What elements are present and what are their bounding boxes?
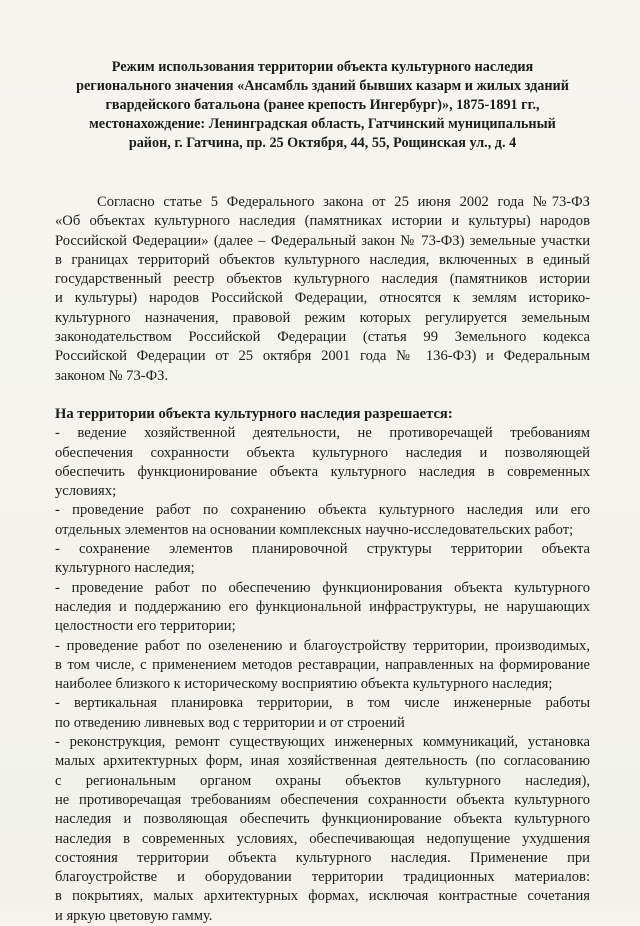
intro-paragraph (55, 193, 590, 386)
list-item (55, 733, 590, 926)
item-line: по отведению ливневых вод с территории и от строений (55, 714, 405, 731)
intro-line: Согласно статье 5 Федерального закона от 25 июня 2002 года №73-ФЗ (97, 194, 590, 210)
item-line: в покрытиях, малых архитектурных формах, исключая контрастные сочетания (55, 888, 590, 905)
item-line: - проведение работ по обеспечению функционирования объекта культурного (55, 579, 590, 596)
item-line: - вертикальная планировка территории, в том числе инженерные работы (55, 695, 590, 712)
title-line: местонахождение: Ленинградская область, Гатчинский муниципальный (89, 116, 556, 132)
item-line: наследия и поддержанию его функциональной инфраструктуры, не нарушающих (55, 598, 590, 615)
list-item (55, 501, 590, 540)
item-line: благоустройстве и оборудовании территории традиционных материалов: (55, 869, 590, 886)
intro-line: законодательством Российской Федерации (статья 99 Земельного кодекса (55, 329, 590, 346)
item-line: состояния территории объекта культурного наследия. Применение при (55, 849, 590, 866)
item-line: культурного наследия; (55, 560, 195, 577)
intro-line: государственный реестр объектов культурного наследия (памятников истории (55, 271, 590, 288)
item-line: обеспечить функционирование объекта культурного наследия в современных (55, 463, 590, 480)
item-line: - реконструкция, ремонт существующих инженерных коммуникаций, установка (55, 734, 590, 751)
item-line: с региональным органом охраны объектов культурного наследия), (55, 772, 590, 789)
permitted-list (55, 424, 590, 926)
item-line: наследия в современных условиях, обеспечивающая недопущение ухудшения (55, 830, 590, 847)
intro-line: законом № 73-ФЗ. (55, 367, 169, 384)
item-line: отдельных элементов на основании комплексных научно-исследовательских работ; (55, 521, 574, 538)
list-item (55, 694, 590, 733)
item-line: целостности его территории; (55, 618, 236, 635)
document-title (65, 58, 580, 153)
item-line: не противоречащая требованиям обеспечения сохранности объекта культурного (55, 791, 590, 808)
item-line: малых архитектурных форм, иная хозяйственная деятельность (по согласованию (55, 753, 590, 770)
item-line: и яркую цветовую гамму. (55, 907, 213, 924)
intro-line: «Об объектах культурного наследия (памятниках истории и культуры) народов (55, 213, 590, 230)
list-item (55, 424, 590, 501)
section-heading: На территории объекта культурного наследия разрешается: (55, 405, 453, 422)
intro-line: Российской Федерации от 25 октября 2001 года № 136-ФЗ) и Федеральным (55, 348, 590, 365)
title-line: Режим использования территории объекта культурного наследия (111, 59, 534, 75)
intro-line: Российской Федерации» (далее – Федеральный закон № 73-ФЗ) земельные участки (55, 232, 590, 249)
item-line: наследия и позволяющая обеспечить функционирование объекта культурного (55, 811, 590, 828)
list-item (55, 637, 590, 695)
intro-line: в границах территорий объектов культурного наследия, включенных в единый (55, 251, 590, 268)
item-line: - проведение работ по озеленению и благоустройству территории, производимых, (55, 637, 590, 654)
intro-line: и культуры) народов Российской Федерации, относятся к землям историко- (55, 290, 590, 307)
title-line: регионального значения «Ансамбль зданий бывших казарм и жилых зданий (76, 78, 569, 94)
item-line: условиях; (55, 483, 117, 500)
item-line: - проведение работ по сохранению объекта культурного наследия или его (55, 502, 590, 519)
title-line: гвардейского батальона (ранее крепость Ингербург)», 1875-1891 гг., (105, 97, 540, 113)
item-line: наиболее близкого к историческому восприятию объекта культурного наследия; (55, 676, 553, 693)
item-line: обеспечения сохранности объекта культурного наследия и позволяющей (55, 444, 590, 461)
intro-line: культурного назначения, правовой режим которых регулируется земельным (55, 309, 590, 326)
item-line: - сохранение элементов планировочной структуры территории объекта (55, 541, 590, 558)
list-item (55, 540, 590, 579)
item-line: - ведение хозяйственной деятельности, не противоречащей требованиям (55, 425, 590, 442)
list-item (55, 579, 590, 637)
title-line: район, г. Гатчина, пр. 25 Октября, 44, 55, Рощинская ул., д. 4 (128, 135, 517, 151)
item-line: в том числе, с применением методов реставрации, направленных на формирование (55, 656, 590, 673)
